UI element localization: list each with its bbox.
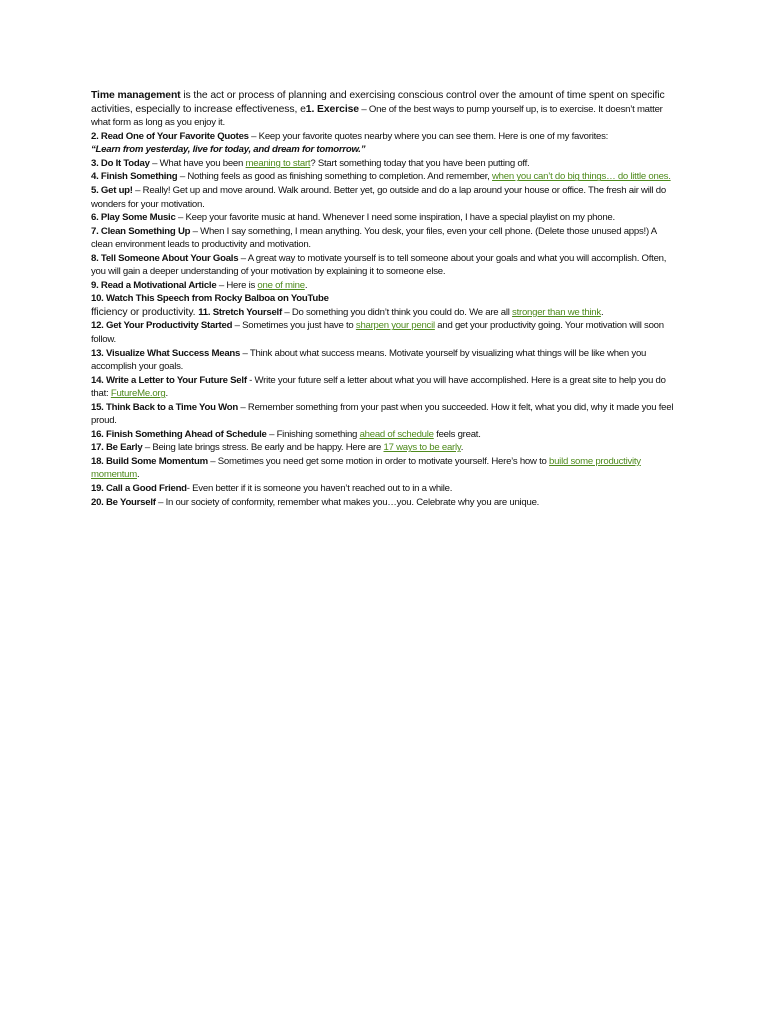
item-12: [91, 319, 677, 346]
item-3: [91, 157, 677, 171]
item-11-title: 11. Stretch Yourself: [198, 306, 282, 318]
intro-term: Time management: [91, 90, 181, 101]
item-16-link[interactable]: ahead of schedule: [359, 428, 434, 440]
item-2-body: – Keep your favorite quotes nearby where you can see them. Here is one of my favorites:: [248, 130, 609, 142]
item-18-body-b: .: [136, 469, 140, 481]
item-17-body-a: – Being late brings stress. Be early and be happy. Here are: [142, 442, 384, 454]
intro-paragraph: [91, 89, 677, 130]
item-3-body-a: – What have you been: [149, 157, 246, 169]
item-14: [91, 374, 677, 401]
item-3-body-b: ? Start something today that you have been putting off.: [310, 157, 530, 169]
item-16: [91, 428, 677, 442]
item-16-body-b: feels great.: [433, 428, 481, 440]
item-14-title: 14. Write a Letter to Your Future Self: [91, 374, 247, 386]
item-5: [91, 184, 677, 211]
item-18-title: 18. Build Some Momentum: [91, 455, 208, 467]
item-13-title: 13. Visualize What Success Means: [91, 347, 241, 359]
item-19-title: 19. Call a Good Friend: [91, 483, 187, 494]
item-9-body-b: .: [304, 279, 308, 291]
item-7-body: – When I say something, I mean anything. You desk, your files, even your cell phone. (Delete those unused apps!) A clean environment leads to productivity and motivation.: [91, 225, 657, 251]
item-17-link[interactable]: 17 ways to be early: [383, 442, 461, 454]
item-4-body-a: – Nothing feels as good as finishing something to completion. And remember,: [177, 171, 492, 183]
item-8: [91, 252, 677, 279]
item-8-body: – A great way to motivate yourself is to tell someone about your goals and what you will accomplish. Often, you will gain a deeper understanding of your motivation by explaining it to someone else.: [91, 252, 667, 278]
item-2-title: 2. Read One of Your Favorite Quotes: [91, 130, 249, 142]
document-page: [91, 89, 677, 509]
item-18: [91, 455, 677, 482]
item-7-title: 7. Clean Something Up: [91, 225, 191, 237]
item-5-body: – Really! Get up and move around. Walk around. Better yet, go outside and do a lap around your house or office. The fresh air will do wonders for your motivation.: [91, 184, 666, 210]
item-9-body-a: – Here is: [216, 279, 258, 291]
item-14-body-b: .: [165, 388, 168, 400]
item-6-body: – Keep your favorite music at hand. Whenever I need some inspiration, I have a special playlist on my phone.: [175, 212, 615, 224]
item-4-title: 4. Finish Something: [91, 171, 178, 183]
item-13-body: – Think about what success means. Motivate yourself by visualizing what things will be like when you accomplish your goals.: [91, 347, 647, 373]
item-15: [91, 401, 677, 428]
item-6: [91, 211, 677, 225]
item-17-title: 17. Be Early: [91, 442, 143, 454]
item-12-link[interactable]: sharpen your pencil: [355, 320, 435, 332]
item-17-body-b: .: [460, 442, 464, 454]
item-12-title: 12. Get Your Productivity Started: [91, 320, 233, 332]
item-11-body-a: – Do something you didn’t think you could do. We are all: [281, 306, 513, 318]
item-11-body-b: .: [600, 306, 604, 318]
intro-definition: is the act or process of planning and exercising conscious control over the amount of time spent on specific activities, especially to increase effectiveness, e: [91, 90, 665, 115]
item-15-title: 15. Think Back to a Time You Won: [91, 401, 238, 413]
item-16-title: 16. Finish Something Ahead of Schedule: [91, 428, 267, 440]
item-19: [91, 482, 677, 496]
item-13: [91, 347, 677, 374]
item-12-body-a: – Sometimes you just have to: [232, 320, 356, 332]
item-4: [91, 170, 677, 184]
item-2: [91, 130, 677, 144]
item-9: [91, 279, 677, 293]
item-16-body-a: – Finishing something: [266, 428, 360, 440]
item-12-body-b: and get your productivity going. Your motivation will soon follow.: [91, 320, 664, 345]
item-1-title: 1. Exercise: [305, 103, 359, 115]
item-14-body-a: - Write your future self a letter about what you will have accomplished. Here is a great site to help you do that:: [91, 374, 666, 400]
item-6-title: 6. Play Some Music: [91, 212, 176, 224]
item-1-body: – One of the best ways to pump yourself up, is to exercise. It doesn’t matter what form as long as you enjoy it.: [91, 103, 663, 129]
item-20: [91, 496, 677, 510]
item-11: [91, 306, 677, 320]
item-18-link[interactable]: build some productivity momentum: [91, 455, 641, 481]
item-5-title: 5. Get up!: [91, 184, 133, 196]
item-20-title: 20. Be Yourself: [91, 496, 156, 508]
item-19-body: - Even better if it is someone you haven’t reached out to in a while.: [186, 483, 453, 494]
item-9-link[interactable]: one of mine: [257, 279, 305, 291]
item-17: [91, 441, 677, 455]
item-7: [91, 225, 677, 252]
item-8-title: 8. Tell Someone About Your Goals: [91, 252, 239, 264]
item-11-lead: fficiency or productivity.: [91, 306, 199, 318]
favorite-quote: “Learn from yesterday, live for today, and dream for tomorrow.”: [91, 144, 366, 156]
item-10: [91, 292, 677, 306]
item-14-link[interactable]: FutureMe.org: [110, 388, 166, 400]
item-9-title: 9. Read a Motivational Article: [91, 279, 217, 291]
item-15-body: – Remember something from your past when you succeeded. How it felt, what you did, why it made you feel proud.: [91, 401, 674, 427]
item-3-link[interactable]: meaning to start: [245, 157, 311, 169]
item-11-link[interactable]: stronger than we think: [512, 306, 601, 318]
item-4-link[interactable]: when you can’t do big things… do little ones.: [492, 171, 671, 183]
item-3-title: 3. Do It Today: [91, 157, 150, 169]
item-20-body: – In our society of conformity, remember what makes you…you. Celebrate why you are unique.: [155, 496, 540, 508]
item-18-body-a: – Sometimes you need get some motion in order to motivate yourself. Here’s how to: [207, 455, 550, 467]
item-10-title: 10. Watch This Speech from Rocky Balboa on YouTube: [91, 293, 329, 305]
